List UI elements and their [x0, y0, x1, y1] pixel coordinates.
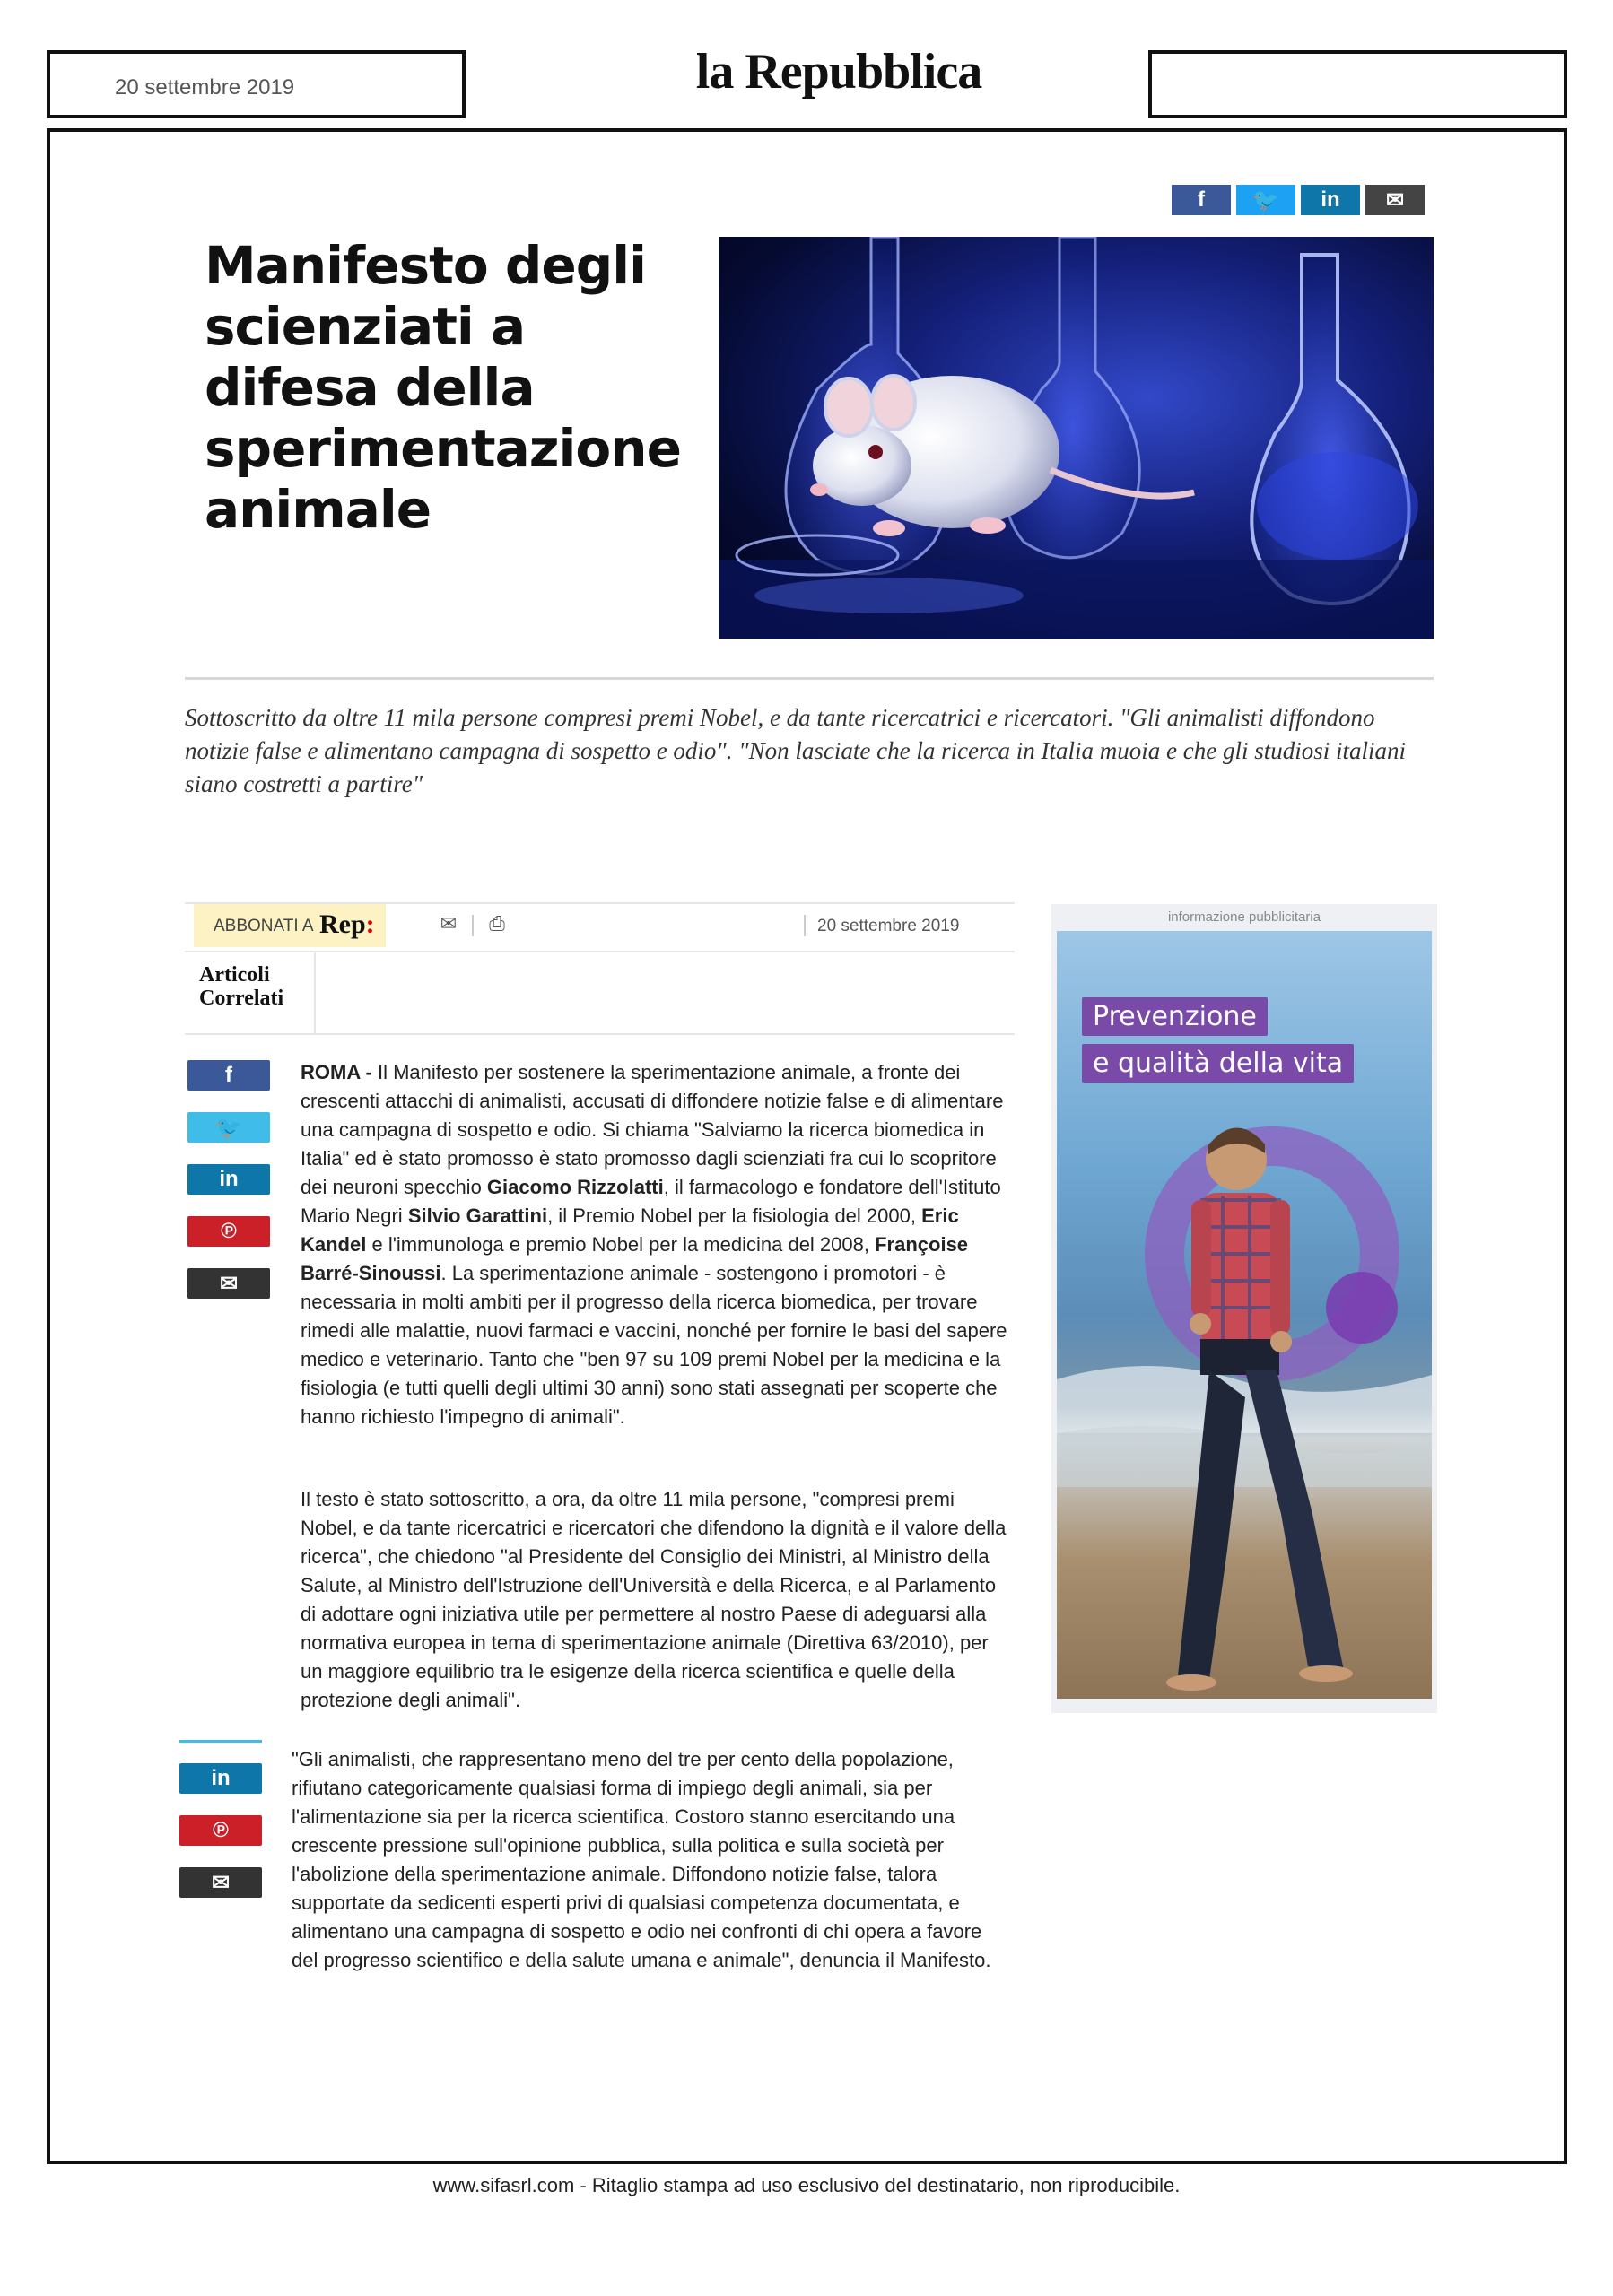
person-name: Silvio Garattini: [407, 1205, 548, 1227]
dateline: ROMA -: [301, 1061, 372, 1083]
toolbar-separator: [472, 915, 474, 936]
masthead-logo: la Repubblica: [695, 44, 982, 100]
email-icon: ✉: [219, 1271, 239, 1296]
print-icon[interactable]: ⎙: [489, 912, 505, 935]
email-share-button[interactable]: [1365, 185, 1425, 215]
twitter-icon: 🐦: [215, 1115, 242, 1140]
email-share-button[interactable]: [179, 1867, 262, 1898]
pinterest-share-button[interactable]: [187, 1216, 270, 1247]
twitter-share-button[interactable]: [1236, 185, 1295, 215]
subscribe-button[interactable]: [194, 904, 386, 947]
advertisement[interactable]: [1051, 904, 1437, 1713]
divider: [179, 1740, 262, 1743]
email-share-button[interactable]: [187, 1268, 270, 1299]
email-icon: ✉: [1385, 187, 1405, 213]
twitter-share-button[interactable]: [187, 1112, 270, 1143]
person-name: Eric Kandel: [301, 1205, 959, 1256]
person-name: Françoise Barré-Sinoussi: [301, 1233, 969, 1284]
ad-headline-1: Prevenzione: [1082, 997, 1268, 1036]
subscribe-label: ABBONATI A: [214, 917, 314, 935]
linkedin-share-button[interactable]: [179, 1763, 262, 1794]
email-icon[interactable]: ✉: [440, 912, 458, 935]
facebook-share-button[interactable]: [187, 1060, 270, 1091]
ad-label: informazione pubblicitaria: [1167, 909, 1321, 925]
ad-headline-2: e qualità della vita: [1082, 1044, 1354, 1083]
twitter-icon: 🐦: [1252, 187, 1279, 213]
article-paragraph: "Gli animalisti, che rappresentano meno del tre per cento della popolazione, rifiutano categoricamente qualsiasi forma di impiego degli animali, sia per l'alimentazione sia per la ricerca scientifica. Costoro stanno esercitando una crescente pressione sull'opinione pubblica, sulla politica e sulla società per l'abolizione della sperimentazione animale. Diffondono notizie false, talora supportate da sedicenti esperti privi di qualsiasi competenza documentata, e alimentano una campagna di sospetto e odio nei confronti di chi opera a favore del progresso scientifico e della salute umana e animale", denuncia il Manifesto.: [292, 1748, 991, 1971]
person-name: Giacomo Rizzolatti: [486, 1176, 664, 1198]
divider: [185, 677, 1434, 680]
facebook-icon: f: [1198, 187, 1205, 212]
rep-logo: Rep:: [319, 909, 375, 939]
ad-banner[interactable]: [1057, 931, 1432, 1699]
toolbar-separator: [804, 915, 806, 936]
footer-notice: www.sifasrl.com - Ritaglio stampa ad uso esclusivo del destinatario, non riproducibile.: [432, 2174, 1181, 2196]
linkedin-share-button[interactable]: [1301, 185, 1360, 215]
article-toolbar: [185, 902, 1015, 952]
linkedin-icon: in: [219, 1167, 239, 1191]
email-icon: ✉: [211, 1870, 231, 1895]
divider: [185, 1033, 1015, 1035]
linkedin-icon: in: [1321, 187, 1340, 212]
facebook-share-button[interactable]: [1172, 185, 1231, 215]
lab-mouse-illustration: [719, 237, 1434, 639]
header-date: 20 settembre 2019: [115, 75, 295, 100]
linkedin-share-button[interactable]: [187, 1164, 270, 1195]
divider: [314, 951, 316, 1033]
pinterest-share-button[interactable]: [179, 1815, 262, 1846]
empty-header-box: [1148, 50, 1567, 118]
hero-image-lab-mouse: [719, 237, 1434, 639]
pinterest-icon: ℗: [221, 1219, 237, 1243]
toolbar-date: 20 settembre 2019: [817, 917, 960, 935]
article-summary: Sottoscritto da oltre 11 mila persone compresi premi Nobel, e da tante ricercatrici e ricercatori. "Gli animalisti diffondono notizie false e alimentano campagna di sospetto e odio". "Non lasciate che la ricerca in Italia muoia e che gli studiosi italiani siano costretti a partire": [185, 704, 1407, 797]
article-paragraph: ROMA - Il Manifesto per sostenere la sperimentazione animale, a fronte dei crescenti attacchi di animalisti, accusati di diffondere notizie false e di alimentare una campagna di sospetto e odio. Si chiama "Salviamo la ricerca biomedica in Italia" ed è stato promosso è stato promosso dagli scienziati fra cui lo scopritore dei neuroni specchio Giacomo Rizzolatti, il farmacologo e fondatore dell'Istituto Mario Negri Silvio Garattini, il Premio Nobel per la fisiologia del 2000, Eric Kandel e l'immunologa e premio Nobel per la medicina del 2008, Françoise Barré-Sinoussi. La sperimentazione animale - sostengono i promotori - è necessaria in molti ambiti per il progresso della ricerca biomedica, per trovare rimedi alle malattie, nuovi farmaci e vaccini, nonché per fornire le basi del sapere medico e veterinario. Tanto che "ben 97 su 109 premi Nobel per la medicina e la fisiologia (e tutti quelli degli ultimi 30 anni) sono stati assegnati per scoperte che hanno richiesto l'impegno di animali".: [301, 1061, 1007, 1428]
article-paragraph: Il testo è stato sottoscritto, a ora, da oltre 11 mila persone, "compresi premi Nobel, e da tante ricercatrici e ricercatori che difendono la dignità e il valore della ricerca", che chiedono "al Presidente del Consiglio dei Ministri, al Ministro della Salute, al Ministro dell'Istruzione dell'Università e della Ricerca, e al Parlamento di adottare ogni iniziativa utile per permettere al nostro Paese di adeguarsi alla normativa europea in tema di sperimentazione animale (Direttiva 63/2010), per un maggiore equilibrio tra le esigenze della ricerca scientifica e quelle della protezione degli animali".: [301, 1488, 1007, 1711]
date-box: [47, 50, 466, 118]
facebook-icon: f: [225, 1063, 232, 1087]
pinterest-icon: ℗: [213, 1818, 229, 1842]
linkedin-icon: in: [211, 1766, 231, 1790]
article-headline: Manifesto degli scienziati a difesa della sperimentazione animale: [205, 235, 681, 540]
related-articles-label: Articoli Correlati: [199, 963, 284, 1010]
